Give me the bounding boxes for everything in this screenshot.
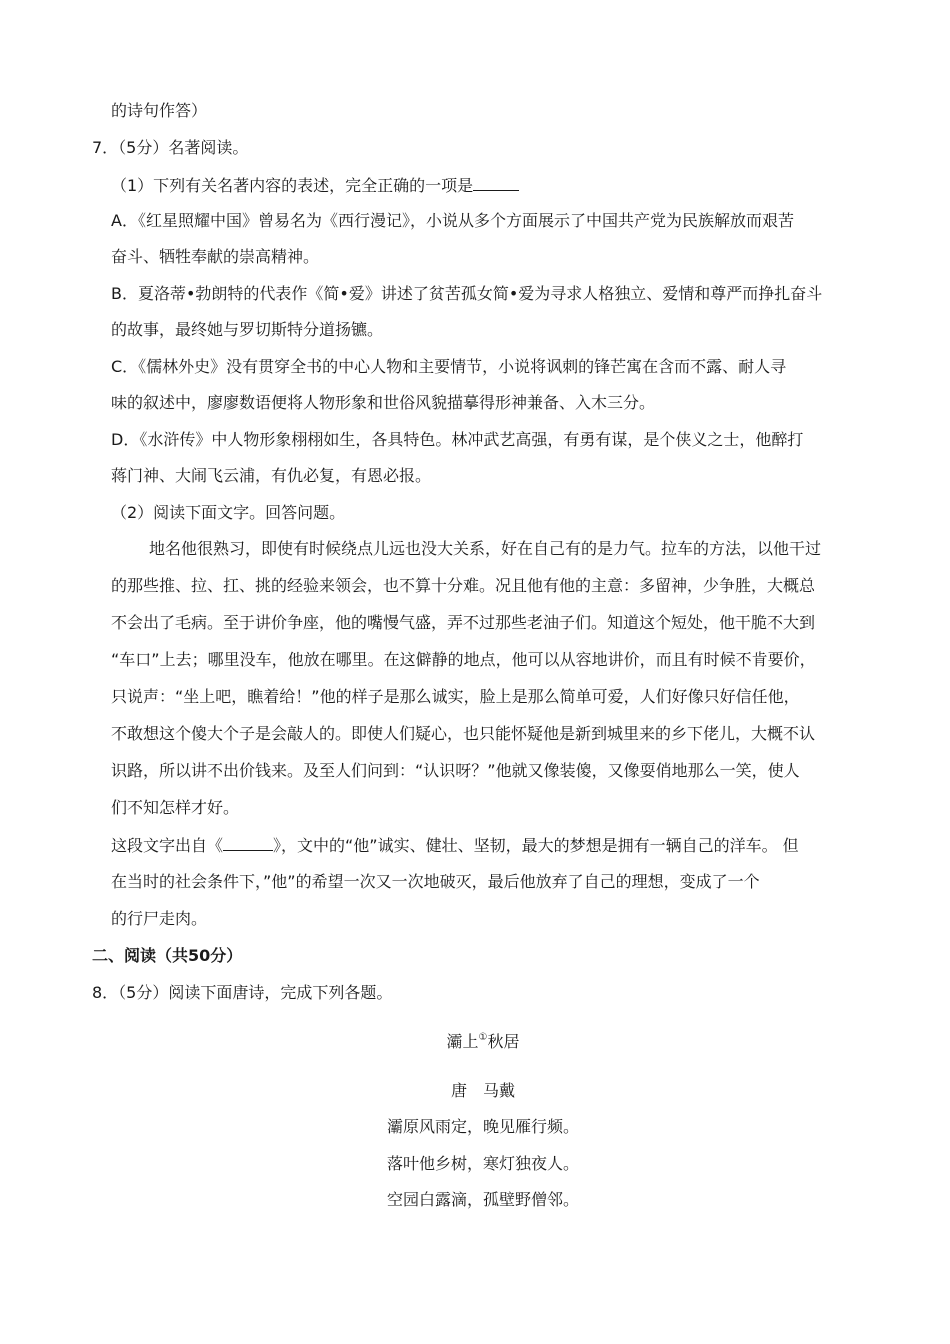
poem-line: 灞原风雨定，晚见雁行频。 (386, 1117, 579, 1136)
passage-line: 的那些推、拉、扛、挑的经验来领会，也不算十分难。况且他有他的主意：多留神，少争胜，大概总 (111, 576, 816, 595)
poem-title-post: 秋居 (487, 1032, 520, 1051)
passage-line: 地名他很熟习，即使有时候绕点儿远也没大关系，好在自己有的是力气。拉车的方法，以他干过 (149, 539, 822, 558)
answer-blank (223, 834, 273, 851)
q7-option-b-line1: B．夏洛蒂•勃朗特的代表作《简•爱》讲述了贫苦孤女简•爱为寻求人格独立、爱情和尊严而挣扎奋斗 (111, 284, 823, 303)
q7-option-c-line1: C．《儒林外史》没有贯穿全书的中心人物和主要情节，小说将讽刺的锋芒寓在含而不露、耐人寻 (111, 357, 787, 376)
answer-blank (473, 174, 519, 191)
q7-option-a-line2: 奋斗、牺牲奉献的崇高精神。 (111, 247, 320, 266)
q7-part1-prompt (111, 174, 519, 197)
question-text-pre: 这段文字出自《 (111, 836, 224, 855)
q7-option-d-line1: D．《水浒传》中人物形象栩栩如生，各具特色。林冲武艺高强，有勇有谋，是个侠义之士，他醉打 (111, 430, 804, 449)
q7-part2-question-line3: 的行尸走肉。 (111, 909, 208, 928)
passage-line: 识路，所以讲不出价钱来。及至人们问到：“认识呀？”他就又像装傻，又像耍俏地那么一笑，使人 (111, 761, 800, 780)
q7-option-b-line2: 的故事，最终她与罗切斯特分道扬镳。 (111, 320, 384, 339)
q7-part2-prompt: （2）阅读下面文字。回答问题。 (111, 503, 346, 522)
poem-title (0, 1031, 950, 1053)
q7-option-a-line1: A．《红星照耀中国》曾易名为《西行漫记》，小说从多个方面展示了中国共产党为民族解放而艰苦 (111, 211, 794, 230)
poem-line: 落叶他乡树，寒灯独夜人。 (386, 1154, 579, 1173)
section-title: 二、阅读（共50分） (92, 946, 243, 965)
poem-title-pre: 灞上 (446, 1032, 479, 1051)
q7-part1-prompt-text: （1）下列有关名著内容的表述，完全正确的一项是 (111, 176, 474, 195)
q7-part2-question-line2: 在当时的社会条件下，”他”的希望一次又一次地破灭，最后他放弃了自己的理想，变成了一个 (111, 872, 760, 891)
q7-option-d-line2: 蒋门神、大闹飞云浦，有仇必复，有恩必报。 (111, 466, 432, 485)
q7-option-c-line2: 味的叙述中，廖廖数语便将人物形象和世俗风貌描摹得形神兼备、入木三分。 (111, 393, 656, 412)
poem-line: 空园白露滴，孤壁野僧邻。 (386, 1190, 579, 1209)
passage-line: 不敢想这个傻大个子是会敲人的。即使人们疑心，也只能怀疑他是新到城里来的乡下佬儿，大概不认 (111, 724, 816, 743)
q7-part2-question-line1 (111, 834, 799, 857)
q8-header: 8．（5分）阅读下面唐诗，完成下列各题。 (92, 983, 393, 1002)
q6-tail-text: 的诗句作答） (111, 101, 208, 120)
passage-line: 只说声：“坐上吧，瞧着给！”他的样子是那么诚实，脸上是那么简单可爱，人们好像只好信任他， (111, 687, 800, 706)
question-text-post: 》，文中的“他”诚实、健壮、坚韧，最大的梦想是拥有一辆自己的洋车。 但 (273, 836, 799, 855)
passage-line: 们不知怎样才好。 (111, 798, 240, 817)
poem-author: 唐 马戴 (450, 1081, 515, 1100)
passage-line: 不会出了毛病。至于讲价争座，他的嘴慢气盛，弄不过那些老油子们。知道这个短处，他干脆不大到 (111, 613, 816, 632)
passage-line: “车口”上去；哪里没车，他放在哪里。在这僻静的地点，他可以从容地讲价，而且有时候不肯要价， (111, 650, 816, 669)
q7-header: 7．（5分）名著阅读。 (92, 138, 249, 157)
footnote-marker: ① (478, 1032, 488, 1043)
